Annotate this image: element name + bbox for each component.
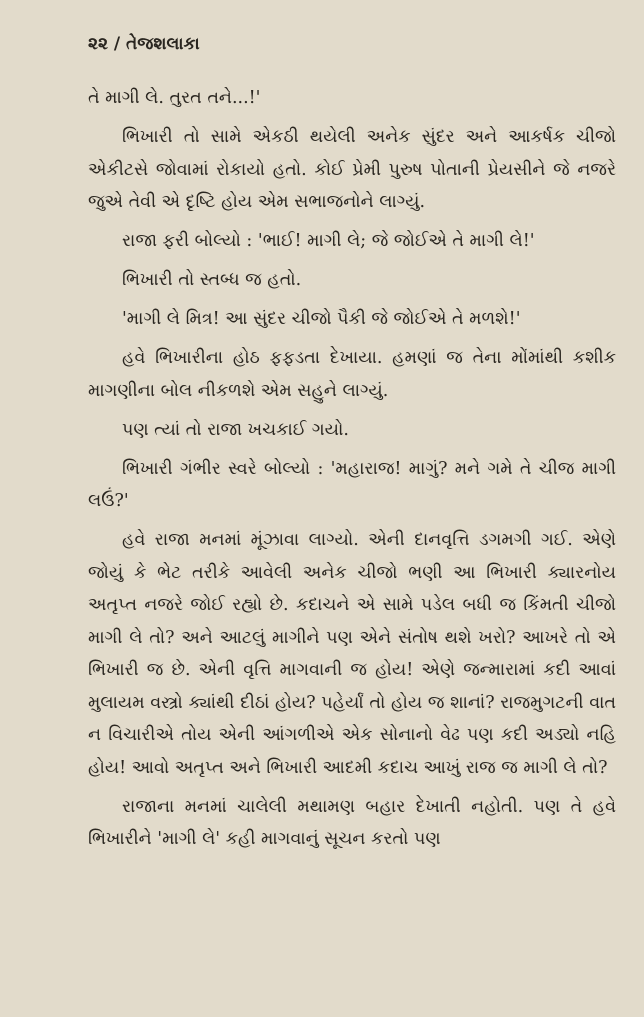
paragraph: ભિખારી તો સામે એકઠી થયેલી અનેક સુંદર અને આકર્ષક ચીજો એકીટસે જોવામાં રોકાયો હતો. કોઈ પ્રેમી પુરુષ પોતાની પ્રેયસીને જે નજરે જુએ તેવી એ દૃષ્ટિ હોય એમ સભાજનોને લાગ્યું. xyxy=(88,127,616,212)
page-body xyxy=(88,82,616,856)
paragraph: હવે રાજા મનમાં મૂંઝાવા લાગ્યો. એની દાનવૃત્તિ ડગમગી ગઈ. એણે જોયું કે ભેટ તરીકે આવેલી અનેક ચીજો ભણી આ ભિખારી ક્યારનોય અતૃપ્ત નજરે જોઈ રહ્યો છે. કદાચને એ સામે પડેલ બધી જ કિંમતી ચીજો માગી લે તો? અને આટલું માગીને પણ એને સંતોષ થશે ખરો? આખરે તો એ ભિખારી જ છે. એની વૃત્તિ માગવાની જ હોય! એણે જન્મારામાં કદી આવાં મુલાયમ વસ્ત્રો ક્યાંથી દીઠાં હોય? પહેર્યાં તો હોય જ શાનાં? રાજમુગટની વાત ન વિચારીએ તોય એની આંગળીએ એક સોનાનો વેઢ પણ કદી અડ્યો નહિ હોય! આવો અતૃપ્ત અને ભિખારી આદમી કદાચ આખું રાજ જ માગી લે તો? xyxy=(88,530,616,778)
paragraph: ભિખારી ગંભીર સ્વરે બોલ્યો : 'મહારાજ! માગું? મને ગમે તે ચીજ માગી લઉં?' xyxy=(88,458,616,511)
running-head: ૨૨ / તેજશલાકા xyxy=(88,34,200,54)
paragraph: હવે ભિખારીના હોઠ ફફડતા દેખાયા. હમણાં જ તેના મોંમાંથી કશીક માગણીના બોલ નીકળશે એમ સહુને લાગ્યું. xyxy=(88,348,616,401)
paragraph: 'માગી લે મિત્ર! આ સુંદર ચીજો પૈકી જે જોઈએ તે મળશે!' xyxy=(122,309,521,329)
paragraph: રાજાના મનમાં ચાલેલી મથામણ બહાર દેખાતી નહોતી. પણ તે હવે ભિખારીને 'માગી લે' કહી માગવાનું સૂચન કરતો પણ xyxy=(88,796,616,849)
paragraph: પણ ત્યાં તો રાજા ખચકાઈ ગયો. xyxy=(122,419,349,440)
paragraph: તે માગી લે. તુરત તને...!' xyxy=(88,88,261,108)
paragraph: રાજા ફરી બોલ્યો : 'ભાઈ! માગી લે; જે જોઈએ તે માગી લે!' xyxy=(122,231,535,251)
paragraph: ભિખારી તો સ્તબ્ધ જ હતો. xyxy=(122,270,302,290)
